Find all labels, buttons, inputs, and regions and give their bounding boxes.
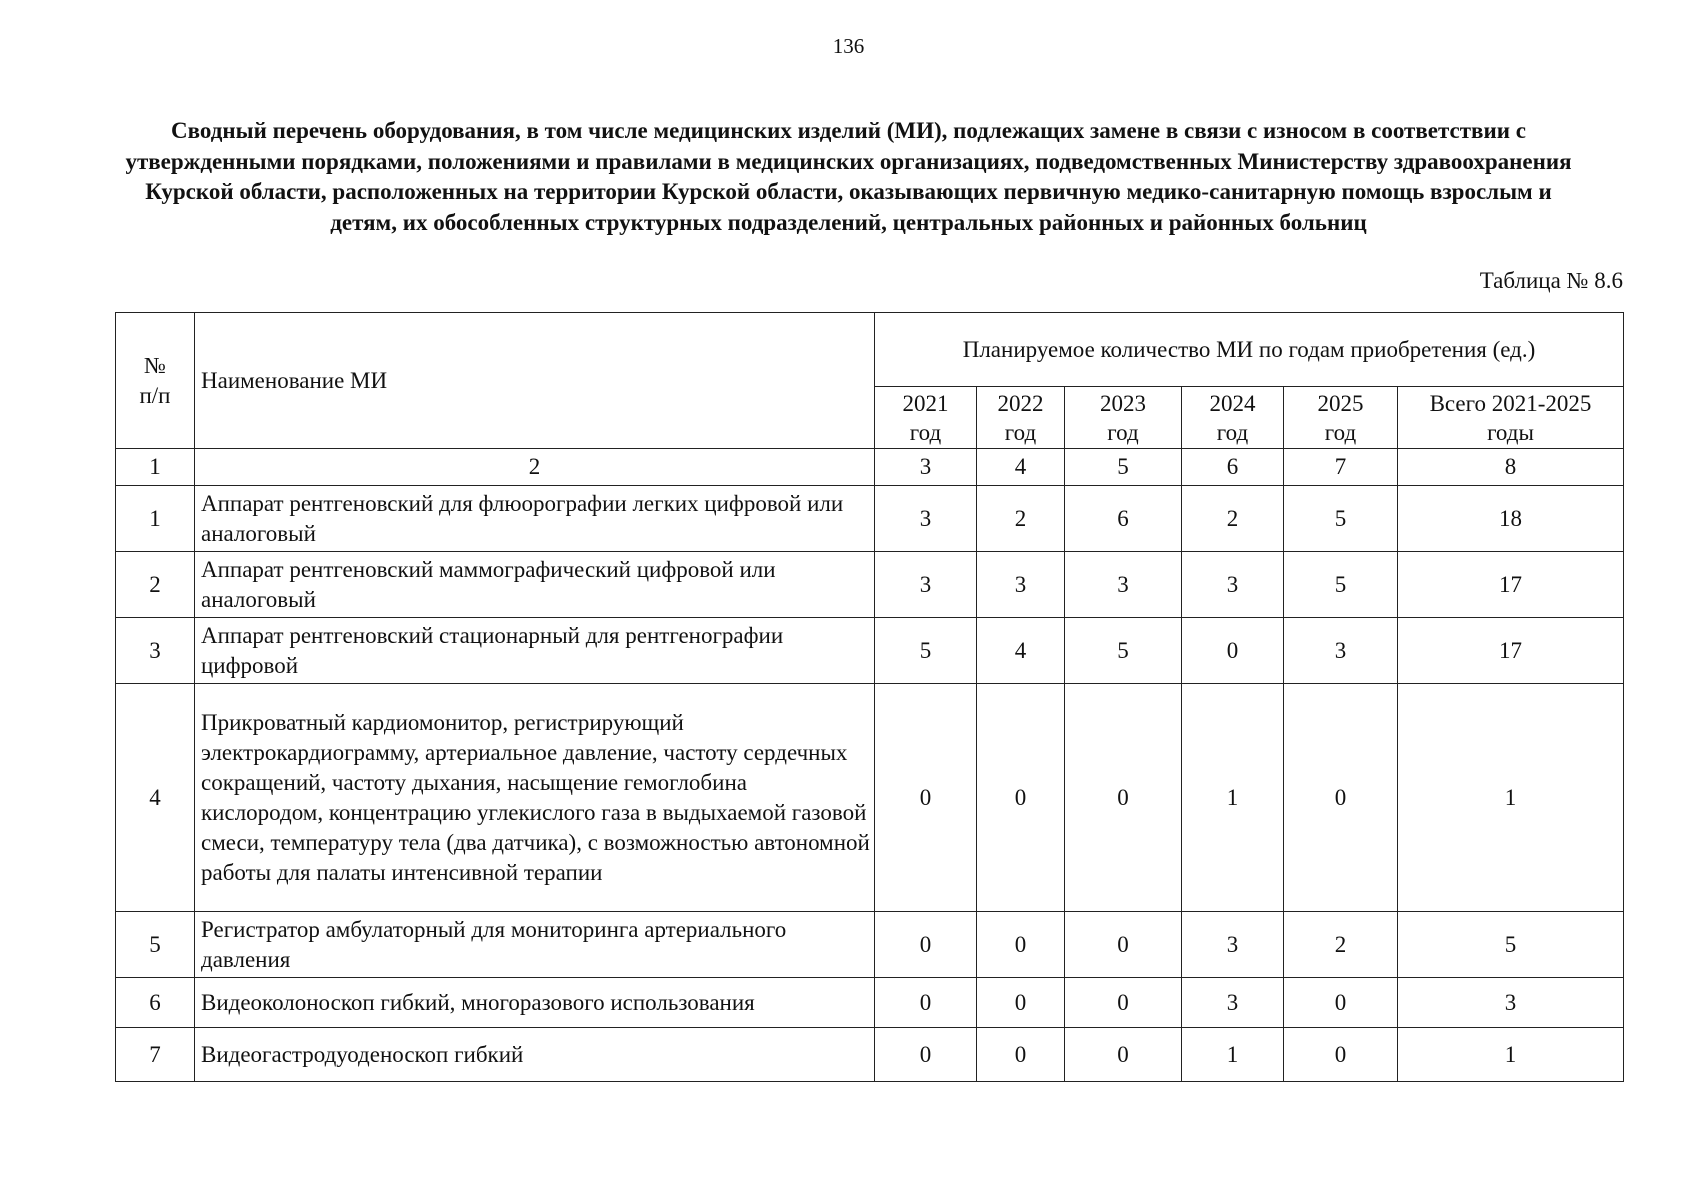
row-value: 0 xyxy=(977,684,1065,912)
row-total: 1 xyxy=(1398,684,1624,912)
table-row xyxy=(116,684,1624,912)
row-value: 0 xyxy=(1065,1028,1182,1082)
table-row xyxy=(116,1028,1624,1082)
row-name: Аппарат рентгеновский стационарный для рентгенографии цифровой xyxy=(195,618,875,684)
row-total: 5 xyxy=(1398,912,1624,978)
row-value: 6 xyxy=(1065,486,1182,552)
header-group: Планируемое количество МИ по годам приобретения (ед.) xyxy=(875,313,1624,387)
equipment-table xyxy=(115,312,1624,1082)
row-value: 0 xyxy=(977,978,1065,1028)
column-number: 7 xyxy=(1284,449,1398,486)
row-value: 2 xyxy=(977,486,1065,552)
table-row xyxy=(116,486,1624,552)
row-name: Видеогастродуоденоскоп гибкий xyxy=(195,1028,875,1082)
table-label: Таблица № 8.6 xyxy=(1479,268,1623,293)
row-total: 18 xyxy=(1398,486,1624,552)
row-name: Прикроватный кардиомонитор, регистрирующий электрокардиограмму, артериальное давление, частоту сердечных сокращений, частоту дыхания, насыщение гемоглобина кислородом, концентрацию углекислого газа в выдыхаемой газовой смеси, температуру тела (два датчика), с возможностью автономной работы для палаты интенсивной терапии xyxy=(195,684,875,912)
page-number: 136 xyxy=(832,34,865,58)
row-value: 5 xyxy=(1065,618,1182,684)
row-value: 2 xyxy=(1182,486,1284,552)
row-value: 3 xyxy=(1182,912,1284,978)
row-total: 17 xyxy=(1398,618,1624,684)
row-value: 0 xyxy=(1284,1028,1398,1082)
row-value: 0 xyxy=(1065,912,1182,978)
row-value: 1 xyxy=(1182,1028,1284,1082)
row-num: 4 xyxy=(116,684,195,912)
header-year: 2023 год xyxy=(1065,387,1182,449)
document-title: Сводный перечень оборудования, в том числе медицинских изделий (МИ), подлежащих замене в связи с износом в соответствии с утвержденными порядками, положениями и правилами в медицинских организациях, подведомственных Министерству здравоохранения Курской области, расположенных на территории Курской области, оказывающих первичную медико-санитарную помощь взрослым и детям, их обособленных структурных подразделений, центральных районных и районных больниц xyxy=(125,118,1572,235)
row-value: 0 xyxy=(1284,978,1398,1028)
row-num: 1 xyxy=(116,486,195,552)
table-row xyxy=(116,552,1624,618)
row-value: 5 xyxy=(1284,552,1398,618)
row-value: 0 xyxy=(875,1028,977,1082)
row-value: 4 xyxy=(977,618,1065,684)
header-name: Наименование МИ xyxy=(195,313,875,449)
column-number: 8 xyxy=(1398,449,1624,486)
column-number: 6 xyxy=(1182,449,1284,486)
row-value: 5 xyxy=(1284,486,1398,552)
table-row xyxy=(116,618,1624,684)
row-total: 3 xyxy=(1398,978,1624,1028)
table-row xyxy=(116,978,1624,1028)
row-value: 3 xyxy=(1284,618,1398,684)
row-value: 0 xyxy=(875,912,977,978)
row-name: Аппарат рентгеновский для флюорографии легких цифровой или аналоговый xyxy=(195,486,875,552)
row-num: 3 xyxy=(116,618,195,684)
column-number: 3 xyxy=(875,449,977,486)
table-row xyxy=(116,912,1624,978)
column-numbers-row xyxy=(116,449,1624,486)
row-name: Регистратор амбулаторный для мониторинга артериального давления xyxy=(195,912,875,978)
column-number: 1 xyxy=(116,449,195,486)
row-value: 0 xyxy=(1284,684,1398,912)
header-year: 2024 год xyxy=(1182,387,1284,449)
row-num: 5 xyxy=(116,912,195,978)
row-value: 3 xyxy=(977,552,1065,618)
row-value: 3 xyxy=(1182,552,1284,618)
header-year: 2021 год xyxy=(875,387,977,449)
column-number: 5 xyxy=(1065,449,1182,486)
row-num: 6 xyxy=(116,978,195,1028)
row-value: 0 xyxy=(1182,618,1284,684)
row-value: 0 xyxy=(977,912,1065,978)
row-total: 17 xyxy=(1398,552,1624,618)
row-name: Аппарат рентгеновский маммографический цифровой или аналоговый xyxy=(195,552,875,618)
row-value: 3 xyxy=(875,552,977,618)
row-value: 0 xyxy=(875,978,977,1028)
header-year: 2025 год xyxy=(1284,387,1398,449)
row-value: 3 xyxy=(1182,978,1284,1028)
row-value: 3 xyxy=(1065,552,1182,618)
row-value: 0 xyxy=(1065,684,1182,912)
column-number: 2 xyxy=(195,449,875,486)
row-value: 0 xyxy=(875,684,977,912)
row-total: 1 xyxy=(1398,1028,1624,1082)
table-header-row xyxy=(116,313,1624,387)
row-value: 0 xyxy=(977,1028,1065,1082)
row-value: 2 xyxy=(1284,912,1398,978)
row-value: 0 xyxy=(1065,978,1182,1028)
header-year: 2022 год xyxy=(977,387,1065,449)
row-name: Видеоколоноскоп гибкий, многоразового использования xyxy=(195,978,875,1028)
row-num: 2 xyxy=(116,552,195,618)
row-value: 5 xyxy=(875,618,977,684)
row-value: 3 xyxy=(875,486,977,552)
header-num: № п/п xyxy=(116,313,195,449)
column-number: 4 xyxy=(977,449,1065,486)
row-num: 7 xyxy=(116,1028,195,1082)
header-total: Всего 2021-2025 годы xyxy=(1398,387,1624,449)
row-value: 1 xyxy=(1182,684,1284,912)
